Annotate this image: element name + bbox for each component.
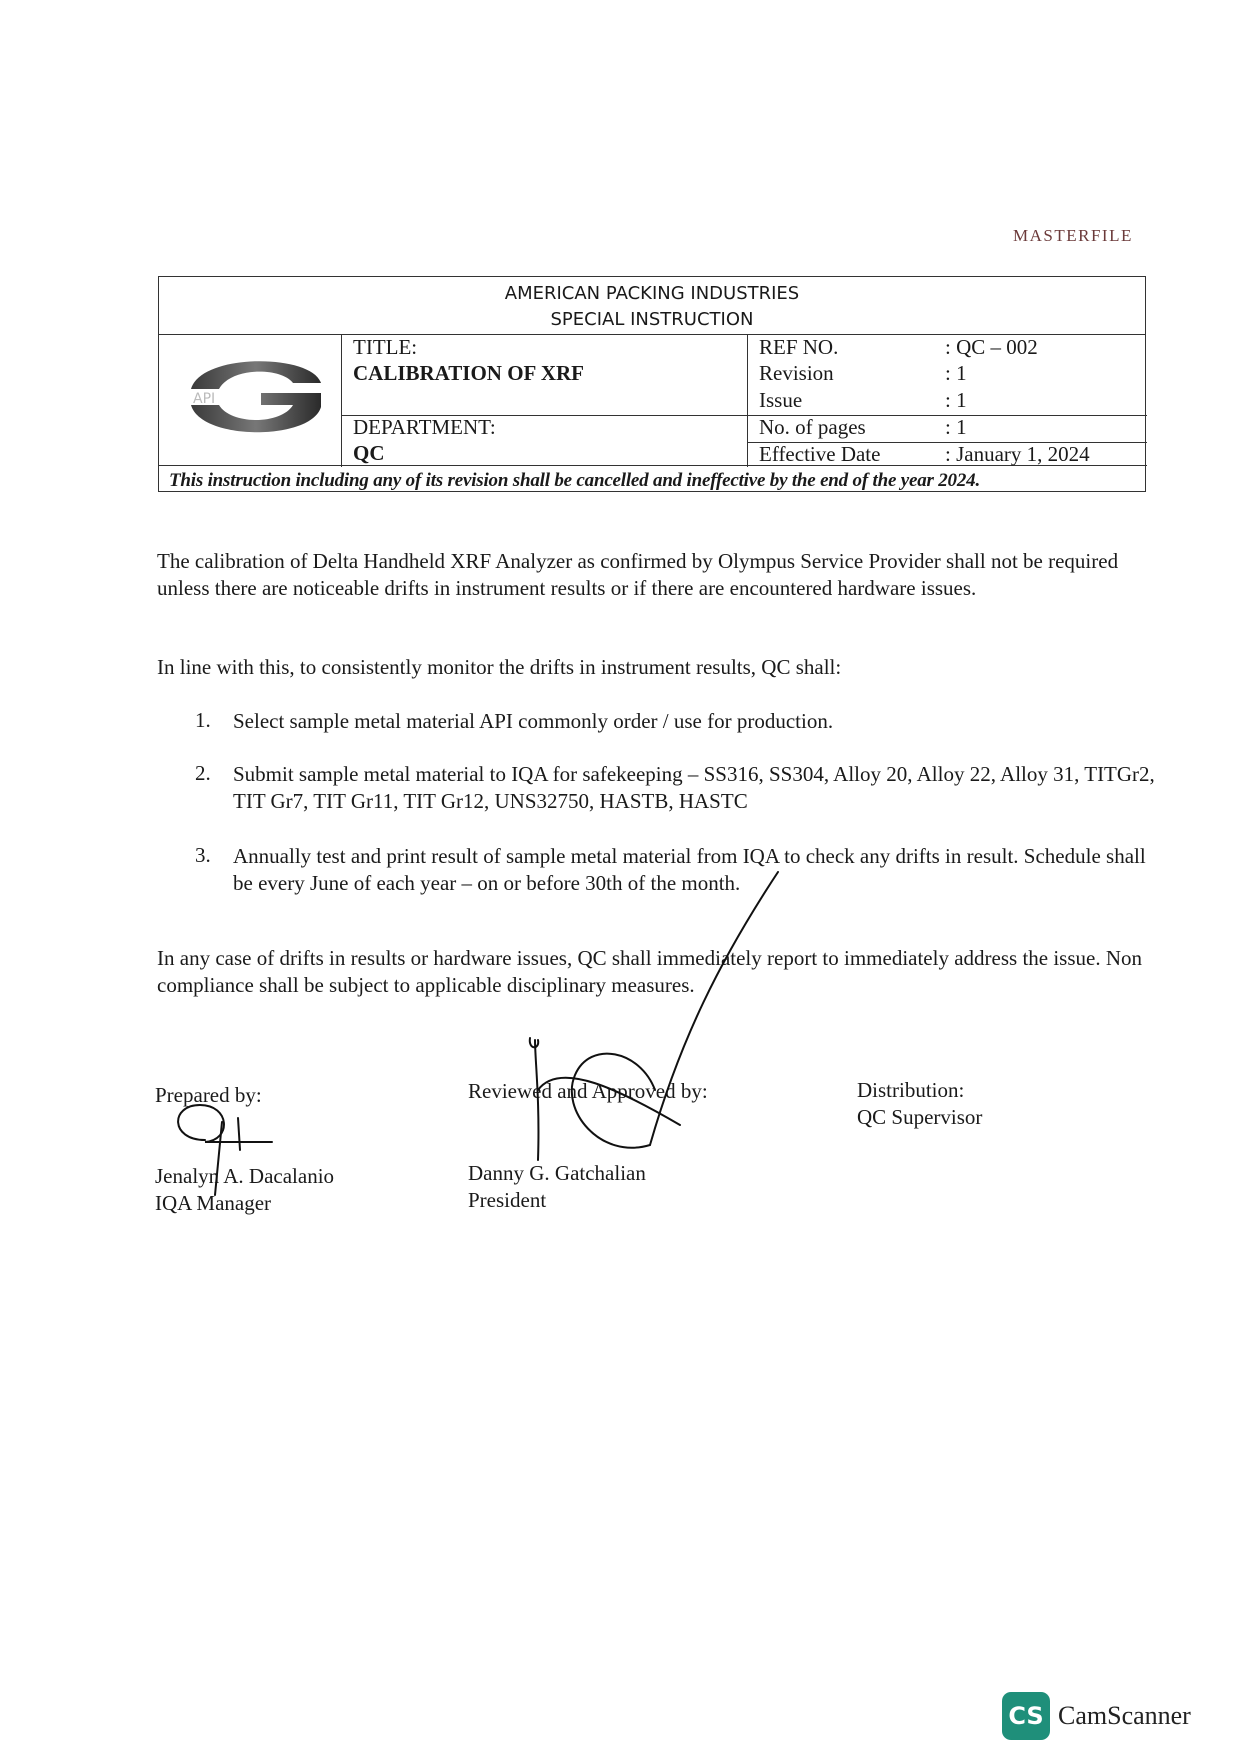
document-header-table [158,276,1146,492]
divider [747,335,748,467]
compliance-paragraph: In any case of drifts in results or hardware issues, QC shall immediately report to immediately address the issue. Non compliance shall be subject to applicable disciplinary measures. [157,946,1143,997]
pages-label: No. of pages [759,415,866,439]
validity-notice: This instruction including any of its revision shall be cancelled and ineffective by the end of the year 2024. [169,470,980,491]
department-label: DEPARTMENT: [353,415,496,439]
approved-signature [530,872,778,1160]
camscanner-watermark [1002,1692,1191,1740]
revision-label: Revision [759,361,834,385]
company-header [159,277,1145,335]
distribution-label: Distribution: [857,1078,965,1102]
effective-date-value: : January 1, 2024 [945,442,1090,466]
department-value: QC [353,441,385,465]
effective-date-label: Effective Date [759,442,881,466]
list-number: 1. [195,708,211,732]
reviewed-by-title: President [468,1188,547,1212]
company-name: AMERICAN PACKING INDUSTRIES [504,283,800,304]
distribution-value: QC Supervisor [857,1105,983,1129]
revision-value: : 1 [945,361,967,385]
company-logo [181,345,331,449]
title-value: CALIBRATION OF XRF [353,361,585,385]
reviewed-by-name: Danny G. Gatchalian [468,1161,646,1185]
prepared-by-label: Prepared by: [155,1083,262,1107]
ref-label: REF NO. [759,335,839,359]
logo-text: API [193,391,216,407]
list-number: 3. [195,843,211,867]
list-item: Annually test and print result of sample metal material from IQA to check any drifts in result. Schedule shall be every June of each year – on or before 30th of the month. [233,844,1146,895]
list-number: 2. [195,761,211,785]
list-item: Submit sample metal material to IQA for safekeeping – SS316, SS304, Alloy 20, Alloy 22, Alloy 31, TITGr2, TIT Gr7, TIT Gr11, TIT Gr12, UNS32750, HASTB, HASTC [233,762,1155,813]
list-item: Select sample metal material API commonly order / use for production. [233,709,834,733]
divider [341,335,342,467]
procedure-intro: In line with this, to consistently monitor the drifts in instrument results, QC shall: [157,655,842,679]
camscanner-icon: CS [1002,1692,1050,1740]
camscanner-label: CamScanner [1058,1701,1191,1730]
prepared-by-name: Jenalyn A. Dacalanio [155,1164,335,1188]
title-label: TITLE: [353,335,418,359]
reviewed-by-label: Reviewed and Approved by: [468,1079,708,1103]
document-type: SPECIAL INSTRUCTION [550,309,754,330]
intro-paragraph: The calibration of Delta Handheld XRF Analyzer as confirmed by Olympus Service Provider shall not be required unless there are noticeable drifts in instrument results or if there are encountered hardware issues. [157,549,1119,600]
ref-value: : QC – 002 [945,335,1038,359]
prepared-by-title: IQA Manager [155,1191,272,1215]
masterfile-stamp: MASTERFILE [1013,226,1133,245]
issue-value: : 1 [945,388,967,412]
issue-label: Issue [759,388,803,412]
pages-value: : 1 [945,415,967,439]
